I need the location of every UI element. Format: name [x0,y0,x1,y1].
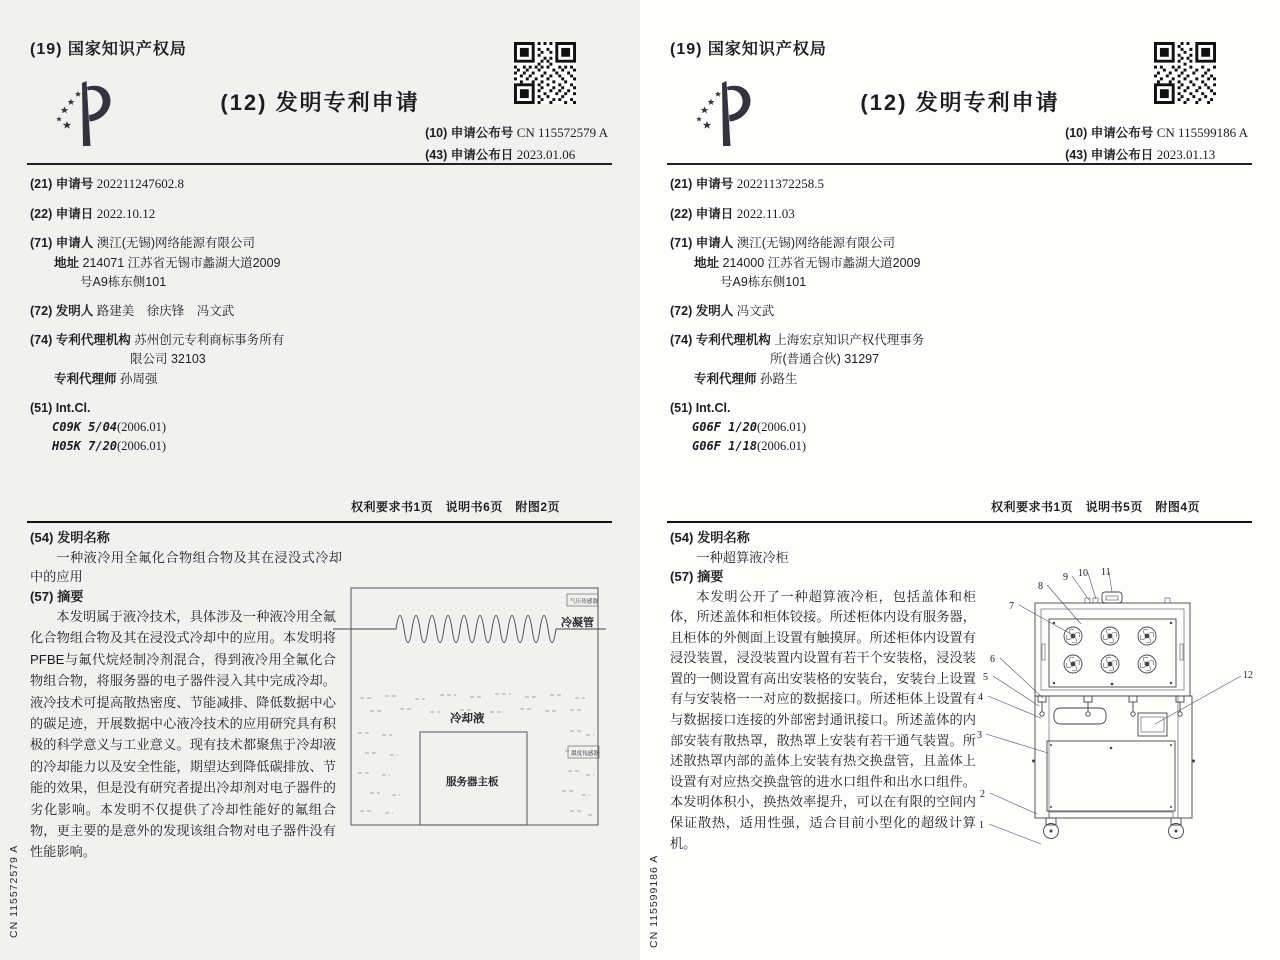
office-name: (19) 国家知识产权局 [670,41,827,58]
pages-info: 权利要求书1页 说明书6页 附图2页 [350,500,560,514]
int-cl-entry [670,418,1000,437]
abstract-figure-cooling-cabinet [975,556,1267,858]
callout-11: 11 [1101,567,1111,578]
field-inventors [30,302,360,321]
callout-12: 12 [1243,670,1253,681]
agency-line1: 苏州创元专利商标事务所有 [134,333,285,348]
inventor-names: 路建美 徐庆锋 冯文武 [96,304,235,319]
publication-date: 2023.01.06 [516,147,576,162]
patent-page-2 [640,0,1280,960]
doc-type-title: (12) 发明专利申请 [860,90,1060,115]
cnipa-logo [52,78,116,152]
publication-number-line [1065,122,1248,144]
callout-9: 9 [1063,572,1068,583]
callout-8: 8 [1038,581,1043,592]
agency-line2: 所(普通合伙) 31297 [770,352,880,367]
field-applicant [30,234,360,292]
qr-code-icon [514,42,576,104]
int-cl-year: (2006.01) [757,420,806,435]
abstract-text: 本发明属于液冷技术，具体涉及一种液冷用全氟化合物组合物及其在浸没式冷却中的应用。本发明将PFBE与氟代烷烃制冷剂混合，得到液冷用全氟化合物组合物，将服务器的电子器件浸入其中完成冷却。液冷技术可提高散热密度、节能减排、降低数据中心的碳足迹，开展数据中心液冷技术的应用研究具有积极的科学意义与工业意义。现有技术都聚焦于冷却液的冷却能力以及安全性能，期望达到降低碳排放、节能的效果，但是没有研究者提出冷却剂对电子器件的劣化影响。本发明不仅提供了冷却性能好的氟组合物，更主要的是意外的发现该组合物对电子器件没有性能影响。 [30,609,336,860]
section-rule [27,521,612,523]
applicant-label: (71) 申请人 [30,236,94,251]
callout-2: 2 [980,789,985,800]
temperature-sensor-label: 温度传感器 [571,751,599,757]
bibliographic-fields [30,174,360,466]
callout-10: 10 [1078,568,1088,579]
application-date: 2022.10.12 [96,206,156,222]
abstract-text: 本发明公开了一种超算液冷柜，包括盖体和柜体，所述盖体和柜体铰接。所述柜体内设有服务器，且柜体的外侧面上设置有触摸屏。所述柜体内设置有浸没装置，浸没装置内设置有若干个安装格，浸没装置的一侧设置有高出安装格的安装台，安装台上设置有与安装格一一对应的数据接口。所述柜体上设置有与数据接口连接的外部密封通讯接口。所述盖体的内部安装有散热罩，散热罩上安装有若干通气装置。所述散热罩内部的盖体上安装有热交换盘管，且盖体上设置有对应热交换盘管的进水口组件和出水口组件。本发明体积小，换热效率提升，可以在有限的空间内保证散热，适用性强，适合目前小型化的超级计算机。 [670,588,976,851]
side-publication-code: CN 115599186 A [648,854,660,948]
callout-5: 5 [983,672,988,683]
field-int-cl [30,399,360,457]
attorney-name: 孙周强 [120,371,158,386]
invention-title: 一种超算液冷柜 [696,549,789,565]
address-line2: 号A9栋东侧101 [720,274,807,289]
application-number-label: (21) 申请号 [30,177,94,191]
inventor-label: (72) 发明人 [670,304,734,319]
int-cl-label: (51) Int.Cl. [30,400,91,415]
title-abstract-section [670,528,982,854]
inventor-names: 冯文武 [736,304,775,319]
int-cl-entry [30,437,360,456]
int-cl-code: G06F 1/20 [692,420,758,435]
cabinet-lid [1035,592,1190,696]
application-number-label: (21) 申请号 [670,177,734,191]
int-cl-label: (51) Int.Cl. [670,400,731,415]
callout-3: 3 [977,730,982,741]
pages-info: 权利要求书1页 说明书5页 附图4页 [990,500,1200,514]
caster-wheel [1169,818,1184,839]
callout-4: 4 [978,692,983,703]
publication-number: CN 115599186 A [1156,125,1248,140]
publication-number-label: (10) 申请公布号 [1065,126,1154,140]
qr-code-icon [1154,42,1216,104]
applicant-name: 澳江(无锡)网络能源有限公司 [96,236,256,251]
condenser-label: 冷凝管 [561,617,594,629]
field-agency [670,331,1000,389]
coolant-label: 冷却液 [450,713,485,725]
invention-title-label: (54) 发明名称 [30,530,110,545]
publication-block [425,122,608,166]
publication-number: CN 115572579 A [516,125,608,140]
invention-title: 一种液冷用全氟化合物组合物及其在浸没式冷却中的应用 [30,549,342,584]
int-cl-year: (2006.01) [117,439,166,454]
attorney-label: 专利代理师 [54,371,117,386]
lid-fans [1064,627,1156,673]
publication-number-label: (10) 申请公布号 [425,126,514,140]
section-rule [667,521,1252,523]
callout-7: 7 [1009,601,1014,612]
publication-date-label: (43) 申请公布日 [1065,148,1154,162]
int-cl-year: (2006.01) [757,439,806,454]
agency-label: (74) 专利代理机构 [30,333,131,348]
address-line2: 号A9栋东侧101 [80,274,167,289]
application-date-label: (22) 申请日 [30,207,94,222]
int-cl-entry [670,437,1000,456]
title-abstract-section [30,528,342,863]
field-agency [30,331,360,389]
header-rule [27,163,612,165]
inventor-label: (72) 发明人 [30,304,94,319]
touchscreen [1138,713,1167,736]
applicant-name: 澳江(无锡)网络能源有限公司 [736,236,896,251]
address-label: 地址 [54,255,80,270]
int-cl-code: H05K 7/20 [52,439,118,454]
office-name: (19) 国家知识产权局 [30,41,187,58]
invention-title-label: (54) 发明名称 [670,530,750,545]
address-line1: 214071 江苏省无锡市蠡湖大道2009 [82,255,281,270]
field-application-date [670,204,1000,224]
publication-number-line [425,122,608,144]
field-application-number [30,174,360,194]
side-publication-code: CN 115572579 A [8,844,20,938]
abstract-label: (57) 摘要 [30,588,84,604]
int-cl-code: C09K 5/04 [52,420,118,435]
agency-label: (74) 专利代理机构 [670,333,771,348]
pressure-sensor-label: 气压传感器 [570,599,598,605]
field-application-date [30,204,360,224]
attorney-name: 孙路生 [760,371,798,386]
publication-date: 2023.01.13 [1156,147,1216,162]
callout-6: 6 [990,654,995,665]
field-application-number [670,174,1000,194]
server-board-label: 服务器主板 [446,776,499,788]
int-cl-code: G06F 1/18 [692,439,758,454]
publication-date-label: (43) 申请公布日 [425,148,514,162]
callout-1: 1 [979,820,984,831]
address-label: 地址 [694,255,720,270]
cnipa-logo [692,78,756,152]
publication-block [1065,122,1248,166]
field-applicant [670,234,1000,292]
applicant-label: (71) 申请人 [670,236,734,251]
address-line1: 214000 江苏省无锡市蠡湖大道2009 [722,255,921,270]
abstract-figure-immersion-tank [330,583,622,833]
agency-line1: 上海宏京知识产权代理事务 [774,333,925,348]
int-cl-entry [30,418,360,437]
caster-wheel [1044,818,1059,839]
abstract-label: (57) 摘要 [670,569,724,584]
doc-type-title: (12) 发明专利申请 [220,90,420,115]
application-number: 202211372258.5 [736,176,824,191]
application-date: 2022.11.03 [736,206,795,222]
field-inventors [670,302,1000,321]
bibliographic-fields [670,174,1000,466]
application-date-label: (22) 申请日 [670,207,734,222]
header-rule [667,163,1252,165]
attorney-label: 专利代理师 [694,371,757,386]
figure-callouts [977,567,1253,844]
cabinet-body [1032,696,1195,839]
int-cl-year: (2006.01) [117,420,166,435]
application-number: 202211247602.8 [96,176,184,191]
field-int-cl [670,399,1000,457]
agency-line2: 限公司 32103 [130,352,206,367]
